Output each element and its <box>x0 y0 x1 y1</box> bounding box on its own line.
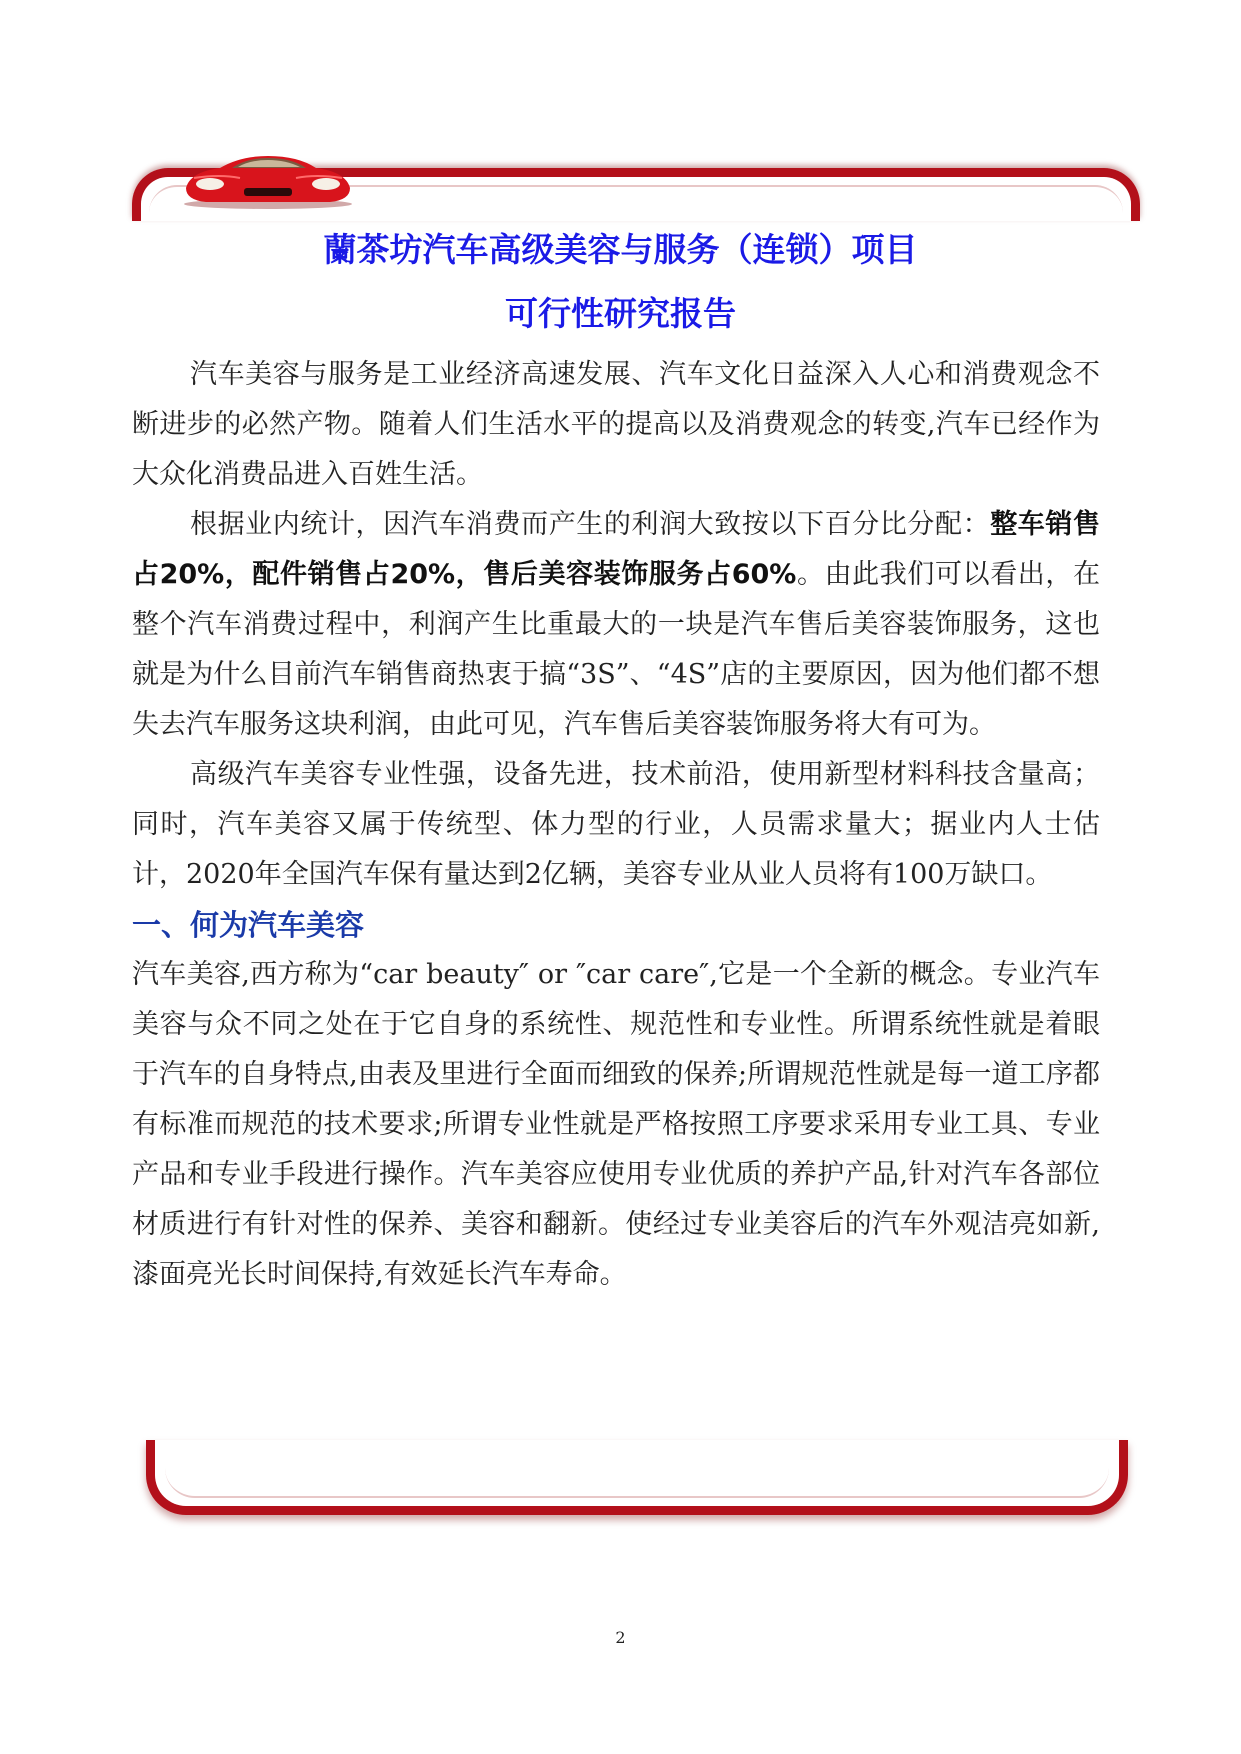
paragraph-3: 高级汽车美容专业性强，设备先进，技术前沿，使用新型材料科技含量高；同时，汽车美容又属于传统型、体力型的行业，人员需求量大；据业内人士估计，2020年全国汽车保有量达到2亿辆，美容专业从业人员将有100万缺口。 <box>132 759 1100 890</box>
footer-frame <box>146 1440 1128 1515</box>
section-heading: 一、何为汽车美容 <box>132 908 365 942</box>
profit-split-highlight: 整车销售占20%，配件销售占20%，售后美容装饰服务占60% <box>132 509 1100 590</box>
paragraph-2-suffix: 。由此我们可以看出，在整个汽车消费过程中，利润产生比重最大的一块是汽车售后美容装饰服务，这也就是为什么目前汽车销售商热衷于搞“3S”、“4S”店的主要原因，因为他们都不想失去汽车服务这块利润，由此可见，汽车售后美容装饰服务将大有可为。 <box>132 559 1100 740</box>
paragraph-1: 汽车美容与服务是工业经济高速发展、汽车文化日益深入人心和消费观念不断进步的必然产物。随着人们生活水平的提高以及消费观念的转变,汽车已经作为大众化消费品进入百姓生活。 <box>132 359 1100 490</box>
red-sports-car-icon <box>180 148 355 210</box>
report-subtitle: 可行性研究报告 <box>505 294 736 333</box>
report-title: 蘭茶坊汽车高级美容与服务（连锁）项目 <box>323 230 918 269</box>
page-number: 2 <box>615 1628 626 1647</box>
section-1-paragraph: 汽车美容,西方称为“car beauty″ or ″car care″,它是一个全新的概念。专业汽车美容与众不同之处在于它自身的系统性、规范性和专业性。所谓系统性就是着眼于汽车的自身特点,由表及里进行全面而细致的保养;所谓规范性就是每一道工序都有标准而规范的技术要求;所谓专业性就是严格按照工序要求采用专业工具、专业产品和专业手段进行操作。汽车美容应使用专业优质的养护产品,针对汽车各部位材质进行有针对性的保养、美容和翻新。使经过专业美容后的汽车外观洁亮如新,漆面亮光长时间保持,有效延长汽车寿命。 <box>132 959 1100 1290</box>
paragraph-2 <box>132 500 1100 750</box>
body-section-intro <box>132 350 1100 1300</box>
paragraph-2-prefix: 根据业内统计，因汽车消费而产生的利润大致按以下百分比分配： <box>190 509 991 540</box>
